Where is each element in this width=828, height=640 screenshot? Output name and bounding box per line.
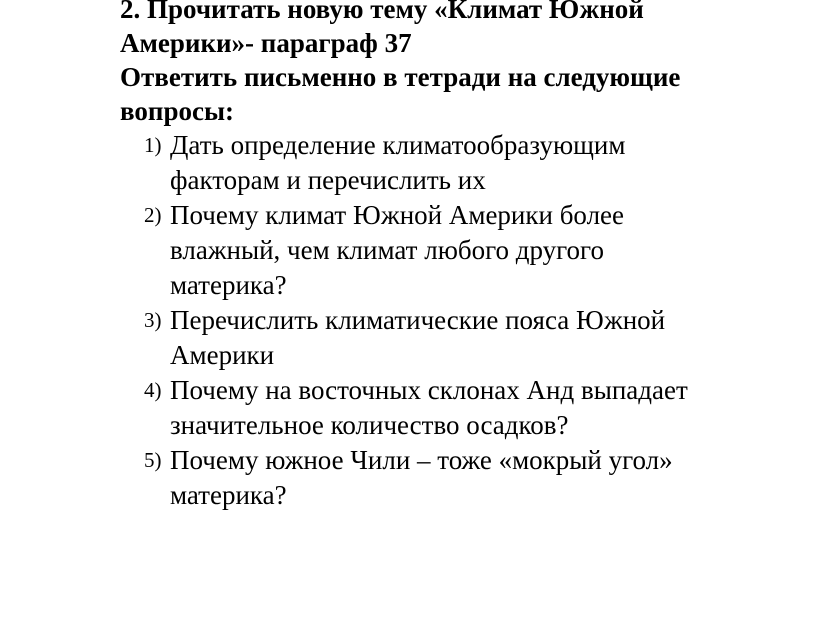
- question-item: [120, 373, 820, 443]
- question-text-line: Почему на восточных склонах Анд выпадает: [170, 375, 688, 405]
- question-text-line: материка?: [170, 480, 287, 510]
- question-text-line: факторам и перечислить их: [170, 165, 486, 195]
- question-number: 2): [144, 203, 162, 227]
- question-item: [120, 303, 820, 373]
- question-text-line: Почему климат Южной Америки более: [170, 200, 625, 230]
- heading-line: Америки»- параграф 37: [120, 28, 412, 58]
- question-number: 5): [144, 448, 162, 472]
- assignment-heading: [120, 0, 820, 128]
- document-page: [120, 0, 820, 513]
- question-item: [120, 198, 820, 303]
- heading-line: Ответить письменно в тетради на следующие: [120, 62, 681, 92]
- heading-line: 2. Прочитать новую тему «Климат Южной: [120, 0, 644, 24]
- question-text-line: Дать определение климатообразующим: [170, 130, 626, 160]
- questions-list: [120, 128, 820, 513]
- question-text-line: материка?: [170, 270, 287, 300]
- question-text-line: Почему южное Чили – тоже «мокрый угол»: [170, 445, 673, 475]
- question-number: 4): [144, 378, 162, 402]
- question-number: 1): [144, 133, 162, 157]
- question-text-line: Америки: [170, 340, 275, 370]
- question-text-line: влажный, чем климат любого другого: [170, 235, 604, 265]
- question-item: [120, 128, 820, 198]
- question-number: 3): [144, 308, 162, 332]
- heading-line: вопросы:: [120, 96, 235, 126]
- question-text-line: Перечислить климатические пояса Южной: [170, 305, 666, 335]
- question-item: [120, 443, 820, 513]
- question-text-line: значительное количество осадков?: [170, 410, 569, 440]
